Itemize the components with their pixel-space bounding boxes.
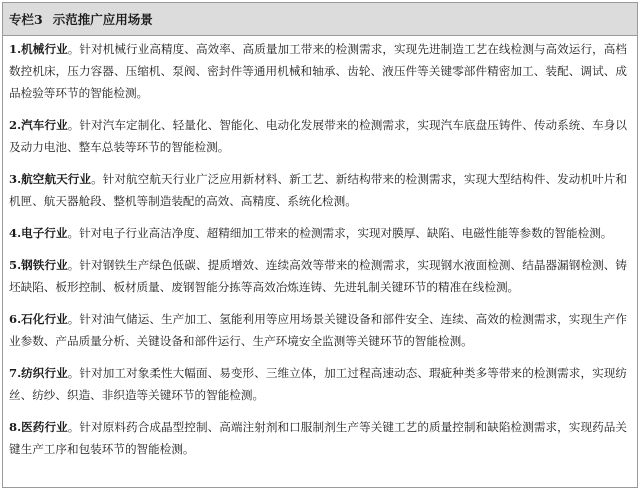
box-header (3, 3, 637, 36)
item-heading: 2.汽车行业 (9, 118, 68, 132)
item-text: 。针对油气储运、生产加工、氢能利用等应用场景关键设备和部件安全、连续、高效的检测需求，实现生产作业参数、产品质量分析、关键设备和部件运行、生产环境安全监测等关键环节的智能检测。 (9, 312, 627, 348)
item-heading: 4.电子行业 (9, 226, 68, 240)
item-automotive (9, 114, 627, 158)
item-heading: 6.石化行业 (9, 312, 68, 326)
item-heading: 7.纺织行业 (9, 366, 68, 380)
item-text: 。针对汽车定制化、轻量化、智能化、电动化发展带来的检测需求，实现汽车底盘压铸件、传动系统、车身以及动力电池、整车总装等环节的智能检测。 (9, 118, 627, 154)
item-heading: 3.航空航天行业 (9, 172, 92, 186)
item-heading: 1.机械行业 (9, 42, 68, 56)
item-text: 。针对原料药合成晶型控制、高端注射剂和口服制剂生产等关键工艺的质量控制和缺陷检测需求，实现药品关键生产工序和包装环节的智能检测。 (9, 420, 627, 456)
item-steel (9, 254, 627, 298)
item-petrochemical (9, 308, 627, 352)
item-pharmaceutical (9, 416, 627, 460)
box-title: 示范推广应用场景 (52, 12, 153, 27)
item-text: 。针对加工对象柔性大幅面、易变形、三维立体，加工过程高速动态、瑕疵种类多等带来的检测需求，实现纺丝、纺纱、织造、非织造等关键环节的智能检测。 (9, 366, 627, 402)
item-electronics (9, 222, 627, 244)
item-text: 。针对航空航天行业广泛应用新材料、新工艺、新结构带来的检测需求，实现大型结构件、发动机叶片和机匣、航天器舱段、整机等制造装配的高效、高精度、系统化检测。 (9, 172, 627, 208)
item-text: 。针对电子行业高洁净度、超精细加工带来的检测需求，实现对膜厚、缺陷、电磁性能等参数的智能检测。 (67, 226, 613, 240)
box-content (3, 36, 637, 460)
item-machinery (9, 38, 627, 104)
sidebar-box (2, 2, 638, 488)
box-label: 专栏3 (9, 12, 43, 27)
item-aerospace (9, 168, 627, 212)
item-heading: 5.钢铁行业 (9, 258, 68, 272)
item-text: 。针对机械行业高精度、高效率、高质量加工带来的检测需求，实现先进制造工艺在线检测与高效运行，高档数控机床，压力容器、压缩机、泵阀、密封件等通用机械和轴承、齿轮、液压件等关键零部件精密加工、装配、调试、成品检验等环节的智能检测。 (9, 42, 627, 100)
item-textile (9, 362, 627, 406)
item-text: 。针对钢铁生产绿色低碳、提质增效、连续高效等带来的检测需求，实现钢水液面检测、结晶器漏钢检测、铸坯缺陷、板形控制、板材质量、废钢智能分拣等高效冶炼连铸、先进轧制关键环节的精准在线检测。 (9, 258, 627, 294)
item-heading: 8.医药行业 (9, 420, 68, 434)
